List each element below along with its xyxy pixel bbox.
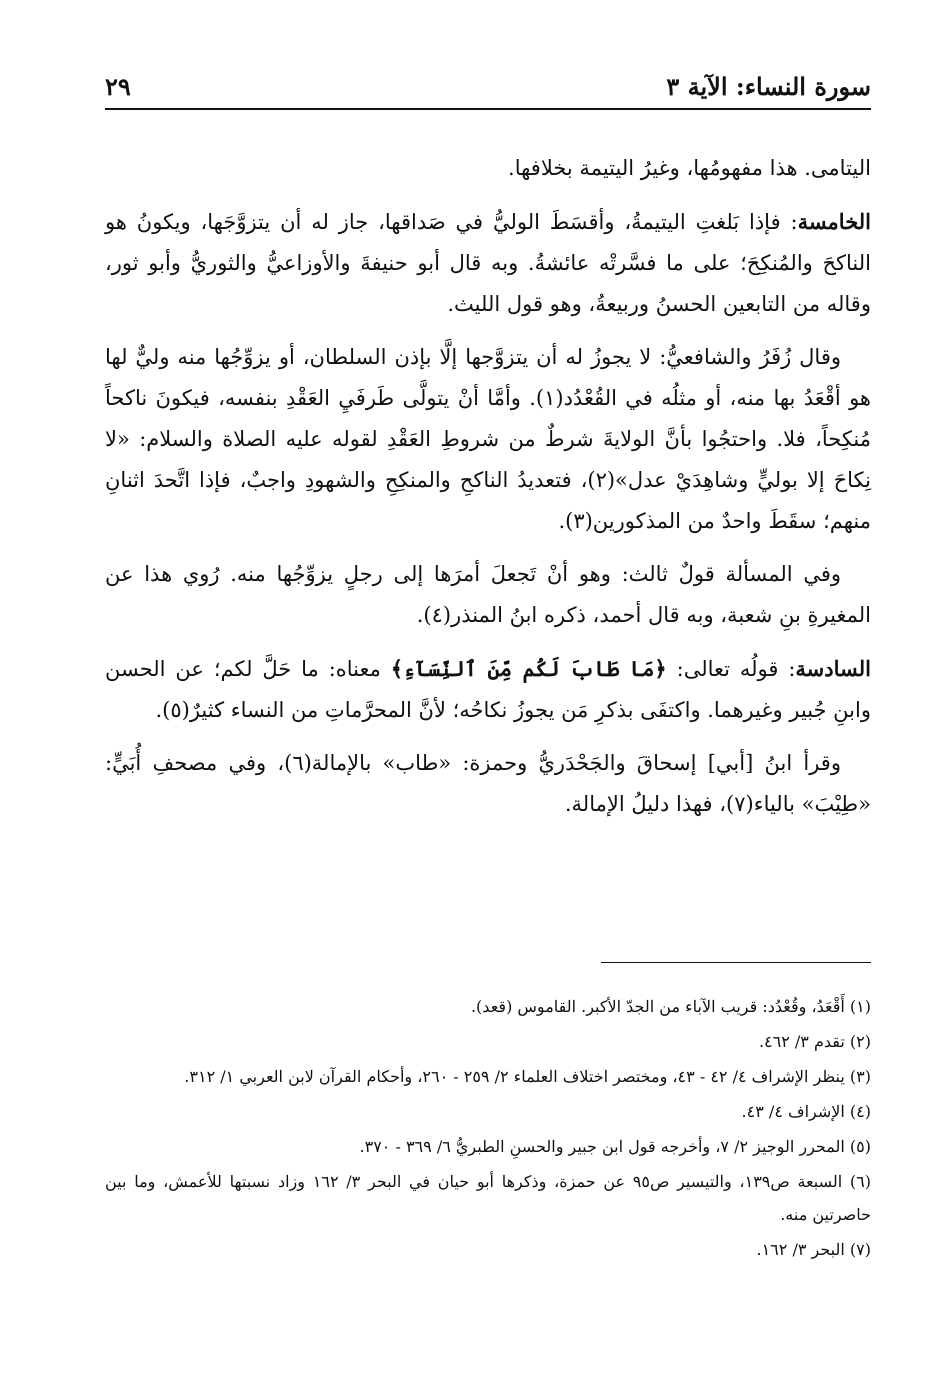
section-label: السادسة (795, 656, 871, 681)
paragraph-text: وفي المسألة قولٌ ثالث: وهو أنْ تَجعلَ أمرَها إلى رجلٍ يزوِّجُها منه. رُوي هذا عن المغيرةِ بنِ شعبة، وبه قال أحمد، ذكره ابنُ المنذر(٤). (105, 562, 871, 627)
footnote: (٥) المحرر الوجيز ٢/ ٧، وأخرجه قول ابن جبير والحسنِ الطبريُّ ٦/ ٣٦٩ - ٣٧٠. (359, 1137, 871, 1156)
main-text (105, 148, 871, 837)
page-number: ٢٩ (105, 72, 131, 101)
paragraph-text: وقال زُفَرُ والشافعيُّ: لا يجوزُ له أن يتزوَّجها إلَّا بإذن السلطان، أو يزوِّجُها منه وليٌّ لها هو أقْعَدُ بها منه، أو مثلُه في القُعْدُد(١). وأمَّا أنْ يتولَّى طَرفَيِ العَقْدِ بنفسه، فيكونَ ناكحاً مُنكِحاً، فلا. واحتجُوا بأنَّ الولايةَ شرطٌ من شروطِ العَقْدِ لقوله عليه الصلاة والسلام: «لا نِكاحَ إلا بوليٍّ وشاهِدَيْ عدل»(٢)، فتعديدُ الناكحِ والمنكِحِ والشهودِ واجبٌ، فإذا اتَّحدَ اثنانِ منهم؛ سقَطَ واحدٌ من المذكورين(٣). (105, 345, 871, 533)
paragraph-text: اليتامى. هذا مفهومُها، وغيرُ اليتيمة بخلافها. (508, 156, 871, 180)
footnote: (٣) ينظر الإشراف ٤/ ٤٢ - ٤٣، ومختصر اختلاف العلماء ٢/ ٢٥٩ - ٢٦٠، وأحكام القرآن لابن العربي ١/ ٣١٢. (184, 1067, 871, 1086)
footnotes (105, 990, 871, 1268)
running-header (105, 68, 871, 108)
paragraph-text: : فإذا بَلغتِ اليتيمةُ، وأقسَطَ الوليُّ في صَداقها، جاز له أن يتزوَّجَها، ويكونُ هو الناكحَ والمُنكِحَ؛ على ما فسَّرتْه عائشةُ. وبه قال أبو حنيفةَ والأوزاعيُّ والثوريُّ وأبو ثور، وقاله من التابعين الحسنُ وربيعةُ، وهو قول الليث. (105, 210, 871, 316)
footnote-rule (601, 962, 871, 963)
footnote: (٤) الإشراف ٤/ ٤٣. (741, 1102, 871, 1121)
paragraph (105, 148, 871, 189)
paragraph (105, 743, 871, 825)
footnote: (١) أَقْعَدُ، وقُعْدُد: قريب الآباء من الجدّ الأكبر. القاموس (قعد). (470, 997, 871, 1016)
paragraph-text: وقرأ ابنُ [أبي] إسحاقَ والجَحْدَريُّ وحمزة: «طاب» بالإمالة(٦)، وفي مصحفِ أُبَيٍّ: «طِيْبَ» بالياء(٧)، فهذا دليلُ الإمالة. (105, 751, 871, 816)
paragraph (105, 201, 871, 325)
paragraph (105, 554, 871, 636)
header-rule (105, 108, 871, 110)
footnote: (٢) تقدم ٣/ ٤٦٢. (758, 1032, 871, 1051)
footnote: (٧) البحر ٣/ ١٦٢. (756, 1240, 871, 1259)
paragraph (105, 648, 871, 731)
paragraph (105, 337, 871, 542)
paragraph-lead: : قولُه تعالى: (666, 657, 796, 681)
quran-verse: ﴿مَا طَابَ لَكُم مِّنَ ٱلنِّسَآءِ﴾ (390, 656, 667, 681)
footnote: (٦) السبعة ص١٣٩، والتيسير ص٩٥ عن حمزة، وذكرها أبو حيان في البحر ٣/ ١٦٢ وزاد نسبتها للأعمش، وما بين حاصرتين منه. (105, 1172, 872, 1224)
header-title: سورة النساء: الآية ٣ (666, 72, 871, 101)
section-label: الخامسة (797, 209, 871, 234)
paragraph-text: معناه: ما حَلَّ لكم؛ عن الحسن وابنِ جُبير وغيرهما. واكتفَى بذكرِ مَن يجوزُ نكاحُه؛ لأنَّ المحرَّماتِ من النساء كثيرٌ(٥). (105, 657, 871, 722)
